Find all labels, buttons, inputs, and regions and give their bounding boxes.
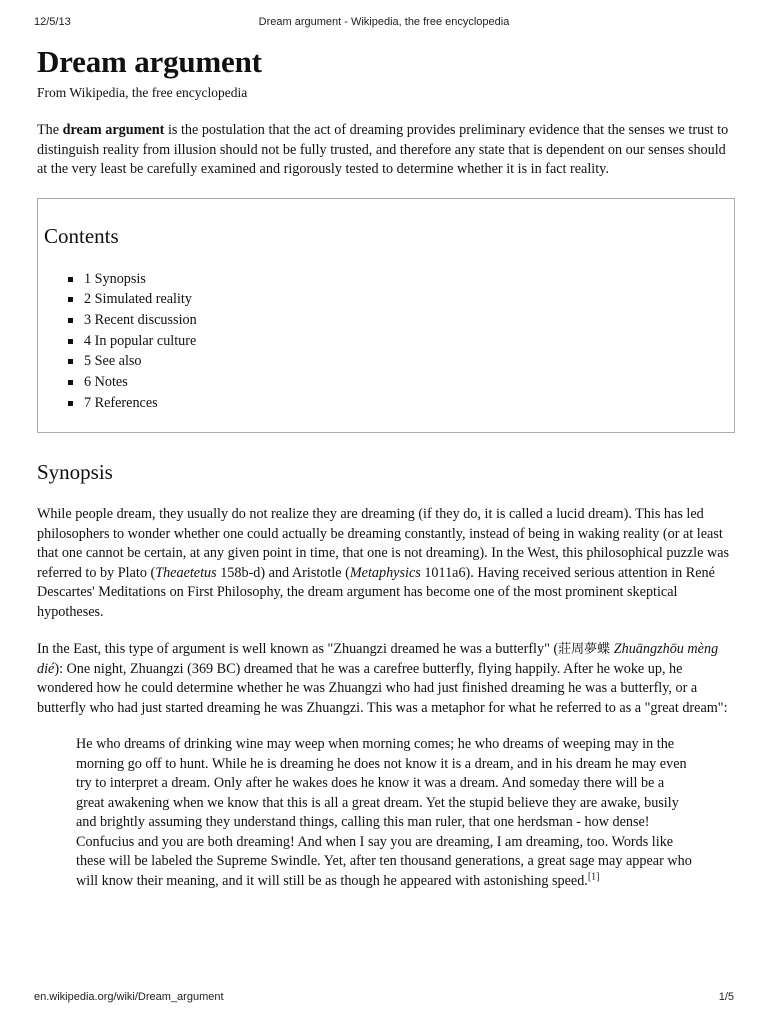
intro-paragraph <box>37 121 734 180</box>
toc-list <box>44 269 728 414</box>
quote-text: He who dreams of drinking wine may weep when morning comes; he who dreams of weeping may in the morning go off to hunt. While he is dreaming he does not know it is a dream, and in his dream he may even try to interpret a dream. Only after he wakes does he know it was a dream. And someday there will be a great awakening when we know that this is all a great dream. Yet the stupid believe they are awake, busily and brightly assuming they understand things, calling this man ruler, that one herdsman - how dense! Confucius and you are both dreaming! And when I say you are dreaming, I am dreaming, too. Words like these will be labeled the Supreme Swindle. Yet, after ten thousand generations, a great sage may appear who will know their meaning, and it will still be as though he appeared with astonishing speed. <box>76 736 692 889</box>
toc-item-references[interactable] <box>64 393 728 414</box>
pinyin-transliteration: Zhuāngzhōu mèng dié <box>37 641 719 677</box>
toc-item-synopsis[interactable] <box>64 269 728 290</box>
print-date: 12/5/13 <box>34 16 71 28</box>
table-of-contents <box>37 198 735 434</box>
work-title-metaphysics: Metaphysics <box>349 564 421 581</box>
toc-item-label[interactable]: 5 See also <box>84 353 142 370</box>
toc-item-label[interactable]: 6 Notes <box>84 374 128 391</box>
square-bullet-icon <box>68 297 73 302</box>
toc-item-label[interactable]: 4 In popular culture <box>84 332 197 349</box>
synopsis-p1-text-a: While people dream, they usually do not realize they are dreaming (if they do, it is called a lucid dream). This has led philosophers to wonder whether one could actually be dreaming constantly, instead of being in waking reality (or at least that one cannot be certain, at any given point in time, that one is not dreaming). In the West, this philosophical puzzle was referred to by Plato ( <box>37 506 730 581</box>
synopsis-p2-text-b: ): One night, Zhuangzi (369 BC) dreamed that he was a carefree butterfly, flying happily. After he woke up, he wondered how he could determine whether he was Zhuangzi who had just finished dreaming he was a butterfly, or a butterfly who had just started dreaming he was Zhuangzi. This was a metaphor for what he referred to as a "great dream": <box>37 660 728 716</box>
print-footer <box>34 991 734 1007</box>
toc-item-notes[interactable] <box>64 372 728 393</box>
square-bullet-icon <box>68 401 73 406</box>
reference-link-1[interactable]: [1] <box>587 871 600 883</box>
square-bullet-icon <box>68 318 73 323</box>
synopsis-p1-text-b: 158b-d) and Aristotle ( <box>216 564 350 581</box>
print-url: en.wikipedia.org/wiki/Dream_argument <box>34 991 224 1003</box>
site-tagline: From Wikipedia, the free encyclopedia <box>37 85 248 100</box>
synopsis-paragraph-1 <box>37 505 734 622</box>
synopsis-paragraph-2 <box>37 640 734 718</box>
intro-lead: The <box>37 122 63 138</box>
square-bullet-icon <box>68 380 73 385</box>
synopsis-p1-text-c: 1011a6). Having received serious attention in René Descartes' Meditations on First Philosophy, the dream argument has become one of the most prominent skeptical hypotheses. <box>37 564 715 620</box>
toc-item-recent-discussion[interactable] <box>64 310 728 331</box>
toc-item-in-popular-culture[interactable] <box>64 331 728 352</box>
toc-item-label[interactable]: 1 Synopsis <box>84 270 146 287</box>
page-number: 1/5 <box>718 991 734 1003</box>
toc-item-simulated-reality[interactable] <box>64 289 728 310</box>
work-title-theaetetus: Theaetetus <box>155 564 217 581</box>
square-bullet-icon <box>68 339 73 344</box>
toc-item-label[interactable]: 7 References <box>84 394 158 411</box>
toc-item-label[interactable]: 2 Simulated reality <box>84 291 192 308</box>
toc-heading: Contents <box>44 223 119 248</box>
page-title: Dream argument <box>37 44 262 79</box>
toc-item-see-also[interactable] <box>64 351 728 372</box>
intro-rest: is the postulation that the act of dreaming provides preliminary evidence that the senses we trust to distinguish reality from illusion should not be fully trusted, and therefore any state that is dependent on our senses should at the very least be carefully examined and rigorously tested to determine whether it is in fact reality. <box>37 122 729 177</box>
print-document-title: Dream argument - Wikipedia, the free encyclopedia <box>258 16 510 28</box>
toc-item-label[interactable]: 3 Recent discussion <box>84 311 197 328</box>
intro-bold-term: dream argument <box>62 122 165 138</box>
article-content <box>37 40 734 891</box>
square-bullet-icon <box>68 359 73 364</box>
square-bullet-icon <box>68 277 73 282</box>
print-header <box>34 16 734 32</box>
synopsis-p2-text-a: In the East, this type of argument is well known as "Zhuangzi dreamed he was a butterfly" ( <box>37 641 559 658</box>
zhuangzi-quote <box>76 735 696 891</box>
section-heading-synopsis: Synopsis <box>37 460 113 485</box>
chinese-characters: 莊周夢蝶 <box>558 642 611 658</box>
